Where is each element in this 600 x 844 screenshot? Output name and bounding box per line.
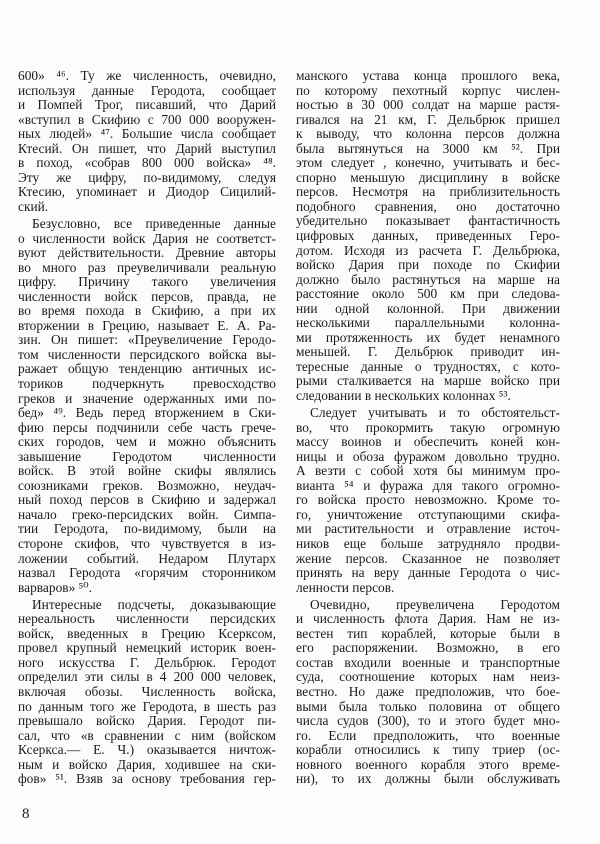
- text-line: дотом. Исходя из расчета Г. Дельбрюка,: [296, 242, 560, 258]
- text-line: в поход, «собрав 800 000 войска» ⁴⁸.: [18, 155, 276, 171]
- text-line: массу воинов и обеспечить коней кон-: [296, 434, 560, 450]
- text-line: войск, введенных в Грецию Ксерксом,: [18, 625, 276, 641]
- text-line: ми протяженность их будет ненамного: [296, 329, 560, 345]
- paragraph: [18, 598, 276, 787]
- text-line: ториков подчеркнуть превосходство: [18, 375, 276, 391]
- text-line: А везти с собой хотя бы минимум про-: [296, 463, 560, 479]
- left-text-column: [18, 69, 276, 789]
- text-line: го, уничтожение отступающими скифа-: [296, 506, 560, 522]
- text-line: ских городов, чем и можно объяснить: [18, 434, 276, 450]
- text-line: спорно меньшую дисциплину в войске: [296, 169, 560, 185]
- paragraph: [296, 598, 560, 787]
- text-line: ми растительности и отравление источ-: [296, 521, 560, 537]
- text-line: фию персы подчинили себе часть грече-: [18, 419, 276, 435]
- text-line: цифру. Причину такого увеличения: [18, 274, 276, 290]
- text-line: несколькими параллельными колонна-: [296, 315, 560, 331]
- text-line: вестен тип кораблей, которые были в: [296, 625, 560, 641]
- text-line: Следует учитывать и то обстоятельст-: [310, 405, 560, 421]
- text-line: го войска просто невозможно. Кроме то-: [296, 492, 560, 508]
- text-line: ленности персов.: [296, 579, 395, 595]
- text-line: ни), то их должны были обслуживать: [296, 771, 560, 787]
- text-line: 600» ⁴⁶. Ту же численность, очевидно,: [18, 68, 276, 83]
- text-line: цифровых данных, приведенных Геро-: [296, 228, 560, 244]
- text-line: «вступил в Скифию с 700 000 вооружен-: [18, 111, 276, 127]
- text-line: стороне скифов, что чувствуется в из-: [18, 536, 276, 551]
- text-line: Очевидно, преувеличена Геродотом: [310, 596, 560, 612]
- text-line: том численности персидского войска вы-: [18, 346, 276, 362]
- text-line: Интересные подсчеты, доказывающие: [32, 596, 276, 612]
- text-line: гивался на 21 км, Г. Дельбрюк пришел: [296, 111, 560, 127]
- text-line: числа судов (300), то и этого будет мно-: [296, 713, 560, 729]
- text-line: Ктесий. Он пишет, что Дарий выступил: [18, 140, 276, 156]
- text-line: определил эти силы в 4 200 000 человек,: [18, 669, 276, 685]
- text-line: тересные данные о трудностях, с кото-: [296, 358, 560, 374]
- text-line: зин. Он пишет: «Преувеличение Геродо-: [18, 332, 276, 348]
- text-line: ников еще больше затрудняло продви-: [296, 536, 560, 551]
- text-line: начало греко-персидских войн. Симпа-: [18, 506, 276, 522]
- text-line: рыми сталкивается на марше войско при: [296, 373, 560, 389]
- text-line: ражает общую тенденцию античных ис-: [18, 361, 276, 377]
- text-line: персов. Несмотря на приблизительность: [296, 184, 560, 200]
- text-line: ностью в 30 000 солдат на марше растя-: [296, 97, 560, 113]
- text-line: ницы и обоза фуражом довольно трудно.: [296, 448, 560, 464]
- text-line: и Помпей Трог, писавший, что Дарий: [18, 97, 276, 113]
- text-line: была вытянуться на 3000 км ⁵². При: [296, 140, 560, 156]
- text-line: по которому пехотный корпус числен-: [296, 82, 560, 98]
- text-line: принять на веру данные Геродота о чис-: [296, 565, 560, 581]
- text-line: включая обозы. Численность войска,: [18, 683, 276, 699]
- text-line: Ктесию, упоминает и Диодор Сицилий-: [18, 184, 276, 200]
- text-line: войск. В этой войне скифы являлись: [18, 463, 276, 479]
- text-line: ный поход персов в Скифию и задержал: [18, 492, 276, 508]
- text-line: бед» ⁴⁹. Ведь перед вторжением в Ски-: [18, 405, 276, 421]
- text-line: о численности войск Дария не соответст-: [18, 230, 276, 246]
- text-line: провел крупный немецкий историк воен-: [18, 640, 276, 656]
- text-line: вуют действительности. Древние авторы: [18, 245, 276, 261]
- text-line: завышение Геродотом численности: [18, 448, 276, 464]
- text-line: ложении событий. Недаром Плутарх: [18, 550, 276, 566]
- text-line: греков и значение одержанных ими по-: [18, 390, 276, 406]
- right-text-column: [296, 69, 560, 789]
- text-line: выми была только половина от общего: [296, 698, 560, 714]
- text-line: вестно. Но даже предположив, что бое-: [296, 683, 560, 699]
- text-line: войско Дария при походе по Скифии: [296, 257, 560, 273]
- paragraph: [296, 406, 560, 595]
- text-line: этом следует , конечно, учитывать и бес-: [296, 155, 560, 171]
- text-line: убедительно показывает фантастичность: [296, 213, 560, 229]
- text-line: его распоряжении. Возможно, в его: [296, 640, 560, 656]
- text-line: ский.: [18, 198, 49, 214]
- text-line: вианта ⁵⁴ и фуража для такого огромно-: [296, 477, 560, 493]
- text-line: Эту же цифру, по-видимому, следуя: [18, 169, 276, 185]
- text-line: к выводу, что колонна персов должна: [296, 126, 560, 142]
- paragraph: [18, 69, 276, 214]
- text-line: сал, что «в сравнении с ним (войском: [18, 727, 276, 743]
- text-line: новного военного корабля этого време-: [296, 756, 560, 772]
- text-line: суда, соотношение которых нам неиз-: [296, 669, 560, 685]
- text-line: вторжении в Грецию, называет Е. А. Ра-: [18, 317, 276, 333]
- text-line: ных людей» ⁴⁷. Большие числа сообщает: [18, 126, 276, 142]
- text-line: используя данные Геродота, сообщает: [18, 82, 276, 98]
- text-line: назвал Геродота «горячим сторонником: [18, 565, 276, 581]
- paragraph: [18, 217, 276, 595]
- paragraph: [296, 69, 560, 404]
- text-line: и численность флота Дария. Нам не из-: [296, 611, 560, 627]
- text-line: во время похода в Скифию, а при их: [18, 303, 276, 319]
- text-line: нереальность численности персидских: [18, 611, 276, 627]
- text-line: численности войск персов, правда, не: [18, 288, 276, 304]
- text-line: меньшей. Г. Дельбрюк приводит ин-: [296, 344, 560, 360]
- text-line: фов» ⁵¹. Взяв за основу требования гер-: [18, 771, 276, 787]
- text-line: состав входили военные и транспортные: [296, 654, 560, 670]
- text-line: нии одной колонной. При движении: [296, 300, 560, 316]
- text-line: во, что прокормить такую огромную: [296, 419, 560, 435]
- page-number: 8: [22, 806, 30, 822]
- text-line: ного искусства Г. Дельбрюк. Геродот: [18, 654, 276, 670]
- text-line: жение персов. Сказанное не позволяет: [296, 550, 560, 566]
- text-line: ным и войско Дария, ходившее на ски-: [18, 756, 276, 772]
- text-line: превышало войско Дария. Геродот пи-: [18, 713, 276, 729]
- text-line: должно было растянуться на марше на: [296, 271, 560, 287]
- text-line: подобного сравнения, оно достаточно: [296, 198, 560, 214]
- text-line: по данным того же Геродота, в шесть раз: [18, 698, 276, 714]
- text-line: тии Геродота, по-видимому, были на: [18, 521, 276, 537]
- text-line: союзниками греков. Возможно, неудач-: [18, 477, 276, 493]
- text-line: расстояние около 500 км при следова-: [296, 286, 560, 302]
- text-line: следовании в нескольких колоннах ⁵³.: [296, 388, 511, 404]
- text-line: во много раз преувеличивали реальную: [18, 259, 276, 275]
- text-line: манского устава конца прошлого века,: [296, 68, 560, 83]
- text-line: Ксеркса.— Е. Ч.) оказывается ничтож-: [18, 742, 276, 758]
- text-line: Безусловно, все приведенные данные: [32, 215, 276, 231]
- text-line: корабли относились к типу триер (ос-: [296, 742, 560, 758]
- text-line: го. Если предположить, что военные: [296, 727, 560, 743]
- text-line: варваров» ⁵⁰.: [18, 579, 93, 595]
